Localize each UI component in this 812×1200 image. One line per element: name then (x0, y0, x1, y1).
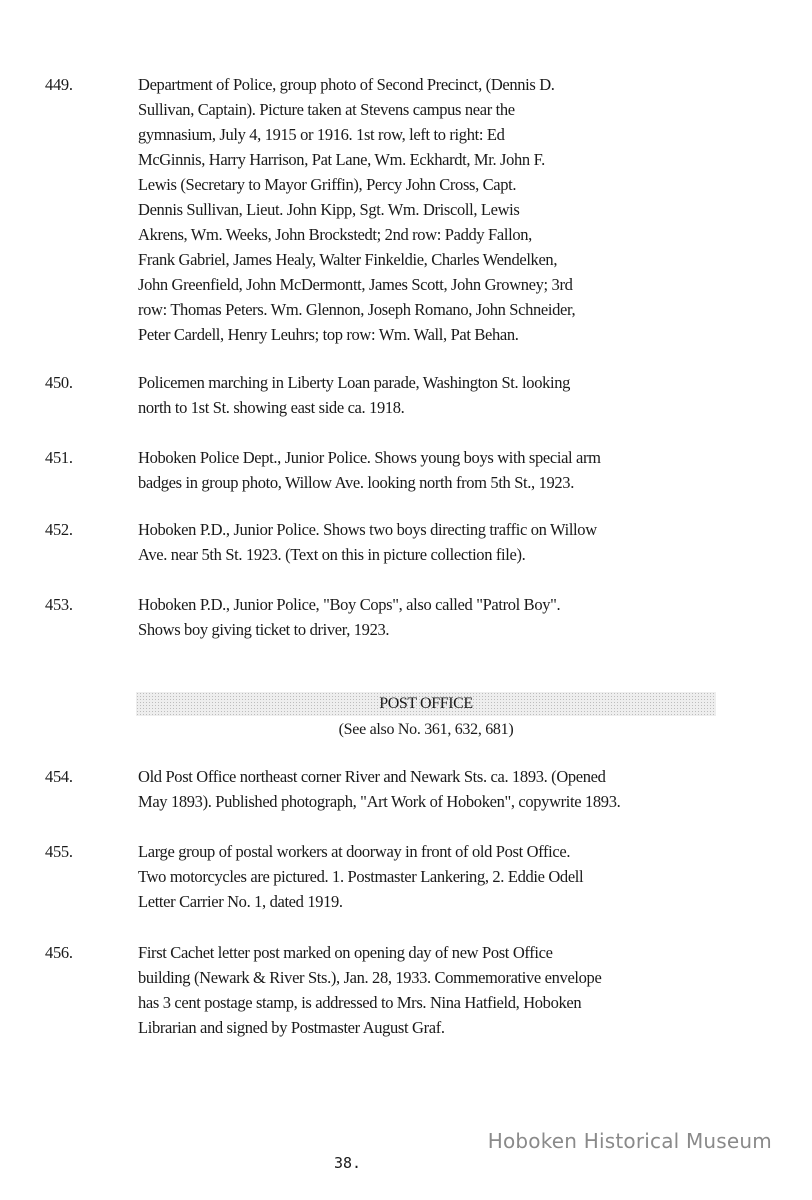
entry-line: Department of Police, group photo of Second Precinct, (Dennis D. (138, 75, 555, 94)
section-cross-reference: (See also No. 361, 632, 681) (338, 721, 514, 738)
entry-description (138, 940, 601, 1040)
entry-description (138, 839, 583, 914)
entry-line: Librarian and signed by Postmaster August Graf. (138, 1018, 445, 1037)
entry-line: Peter Cardell, Henry Leuhrs; top row: Wm. Wall, Pat Behan. (138, 325, 519, 344)
museum-watermark: Hoboken Historical Museum (487, 1129, 772, 1153)
entry-line: Large group of postal workers at doorway in front of old Post Office. (138, 842, 571, 861)
entry-line: Hoboken P.D., Junior Police. Shows two boys directing traffic on Willow (138, 520, 597, 539)
entry-number: 449. (45, 75, 73, 94)
entry-line: north to 1st St. showing east side ca. 1918. (138, 398, 405, 417)
entry-line: McGinnis, Harry Harrison, Pat Lane, Wm. Eckhardt, Mr. John F. (138, 150, 545, 169)
entry-number: 452. (45, 520, 73, 539)
entry-line: May 1893). Published photograph, "Art Work of Hoboken", copywrite 1893. (138, 792, 621, 811)
entry-line: Letter Carrier No. 1, dated 1919. (138, 892, 343, 911)
entry-line: Two motorcycles are pictured. 1. Postmaster Lankering, 2. Eddie Odell (138, 867, 584, 886)
entry-number: 453. (45, 595, 73, 614)
entry-line: Policemen marching in Liberty Loan parade, Washington St. looking (138, 373, 571, 392)
entry-description (138, 764, 620, 814)
entry-line: Old Post Office northeast corner River and Newark Sts. ca. 1893. (Opened (138, 767, 606, 786)
entry-line: Akrens, Wm. Weeks, John Brockstedt; 2nd row: Paddy Fallon, (138, 225, 532, 244)
entry-line: has 3 cent postage stamp, is addressed to Mrs. Nina Hatfield, Hoboken (138, 993, 582, 1012)
entry-number: 455. (45, 842, 73, 861)
entry-line: building (Newark & River Sts.), Jan. 28, 1933. Commemorative envelope (138, 968, 602, 987)
section-title: POST OFFICE (379, 695, 473, 712)
entry-description (138, 370, 570, 420)
entry-number: 454. (45, 767, 73, 786)
entry-line: Frank Gabriel, James Healy, Walter Finkeldie, Charles Wendelken, (138, 250, 558, 269)
entry-line: Lewis (Secretary to Mayor Griffin), Percy John Cross, Capt. (138, 175, 517, 194)
entry-line: First Cachet letter post marked on opening day of new Post Office (138, 943, 553, 962)
entry-number: 451. (45, 448, 73, 467)
entry-description (138, 445, 601, 495)
entry-line: badges in group photo, Willow Ave. looking north from 5th St., 1923. (138, 473, 574, 492)
entry-line: Shows boy giving ticket to driver, 1923. (138, 620, 390, 639)
entry-line: Hoboken Police Dept., Junior Police. Shows young boys with special arm (138, 448, 601, 467)
page-number: 38. (334, 1154, 362, 1172)
entry-number: 450. (45, 373, 73, 392)
entry-description (138, 517, 597, 567)
entry-line: Sullivan, Captain). Picture taken at Stevens campus near the (138, 100, 515, 119)
entry-line: Hoboken P.D., Junior Police, "Boy Cops", also called "Patrol Boy". (138, 595, 561, 614)
entry-number: 456. (45, 943, 73, 962)
entry-description (138, 72, 575, 347)
entry-line: John Greenfield, John McDermontt, James Scott, John Growney; 3rd (138, 275, 573, 294)
entry-description (138, 592, 560, 642)
entry-line: Dennis Sullivan, Lieut. John Kipp, Sgt. Wm. Driscoll, Lewis (138, 200, 520, 219)
entry-line: Ave. near 5th St. 1923. (Text on this in picture collection file). (138, 545, 526, 564)
entry-line: gymnasium, July 4, 1915 or 1916. 1st row, left to right: Ed (138, 125, 505, 144)
entry-line: row: Thomas Peters. Wm. Glennon, Joseph Romano, John Schneider, (138, 300, 576, 319)
